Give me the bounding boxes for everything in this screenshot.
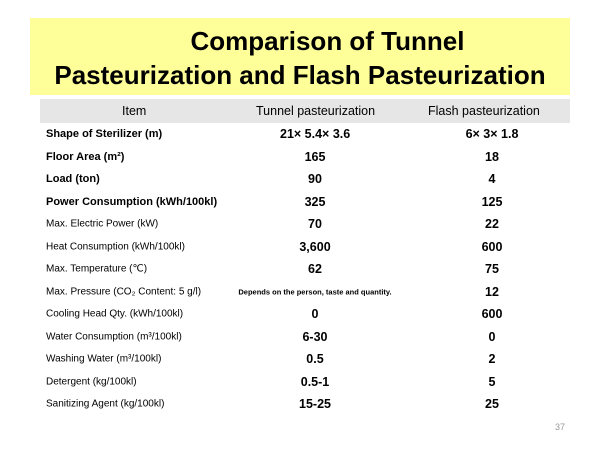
table-row (40, 213, 570, 236)
flash-value: 6× 3× 1.8 (465, 127, 519, 142)
flash-value: 75 (485, 262, 499, 277)
table-header (40, 99, 570, 123)
table-row (40, 123, 570, 146)
slide-title-line-2: Pasteurization and Flash Pasteurization (54, 60, 546, 90)
row-label: Max. Pressure (CO₂ Content: 5 g/l) (46, 286, 202, 298)
row-label: Load (ton) (46, 173, 100, 186)
table-row (40, 371, 570, 394)
flash-value: 2 (488, 352, 496, 367)
row-label: Max. Temperature (℃) (46, 263, 148, 275)
flash-value: 5 (488, 374, 496, 389)
row-label: Cooling Head Qty. (kWh/100kl) (46, 308, 184, 320)
row-label: Max. Electric Power (kW) (46, 218, 159, 230)
table-row (40, 393, 570, 416)
table-row (40, 326, 570, 349)
tunnel-value: 0.5 (306, 352, 324, 367)
row-label: Power Consumption (kWh/100kl) (46, 195, 218, 208)
flash-value: 125 (481, 194, 503, 209)
tunnel-value: 6-30 (302, 329, 328, 344)
header-flash: Flash pasteurization (428, 104, 540, 118)
row-label: Washing Water (m³/100kl) (46, 353, 162, 365)
row-label: Floor Area (m²) (46, 150, 125, 163)
slide-title-line-1: Comparison of Tunnel (190, 26, 465, 56)
page-number: 37 (554, 422, 565, 432)
flash-value: 600 (481, 307, 503, 322)
table-row (40, 236, 570, 259)
table-row (40, 146, 570, 169)
tunnel-value: 0 (311, 307, 319, 322)
flash-value: 18 (485, 149, 499, 164)
tunnel-value: 3,600 (299, 239, 331, 254)
flash-value: 0 (488, 329, 496, 344)
tunnel-value: 90 (308, 172, 322, 187)
tunnel-value: 62 (308, 262, 322, 277)
row-label: Sanitizing Agent (kg/100kl) (46, 398, 165, 410)
tunnel-value: 325 (304, 194, 326, 209)
table-row (40, 303, 570, 326)
table-row (40, 191, 570, 214)
flash-value: 4 (488, 172, 496, 187)
table-row (40, 258, 570, 281)
comparison-table (40, 99, 570, 416)
row-label: Detergent (kg/100kl) (46, 376, 137, 388)
tunnel-value: 0.5-1 (300, 374, 330, 389)
title-banner (30, 18, 570, 95)
table-row (40, 168, 570, 191)
row-label: Heat Consumption (kWh/100kl) (46, 241, 185, 253)
table-row (40, 348, 570, 371)
table-body (40, 123, 570, 416)
flash-value: 600 (481, 239, 503, 254)
header-item: Item (122, 104, 147, 118)
flash-value: 12 (485, 284, 499, 299)
tunnel-value: 70 (308, 217, 322, 232)
tunnel-value: 165 (304, 149, 326, 164)
row-label: Water Consumption (m³/100kl) (46, 331, 182, 343)
tunnel-value: 15-25 (299, 397, 331, 412)
tunnel-value: 21× 5.4× 3.6 (280, 127, 351, 142)
flash-value: 25 (485, 397, 499, 412)
table-row (40, 281, 570, 304)
flash-value: 22 (485, 217, 499, 232)
tunnel-value: Depends on the person, taste and quantity. (238, 287, 392, 297)
header-tunnel: Tunnel pasteurization (256, 104, 376, 118)
row-label: Shape of Sterilizer (m) (46, 128, 163, 141)
